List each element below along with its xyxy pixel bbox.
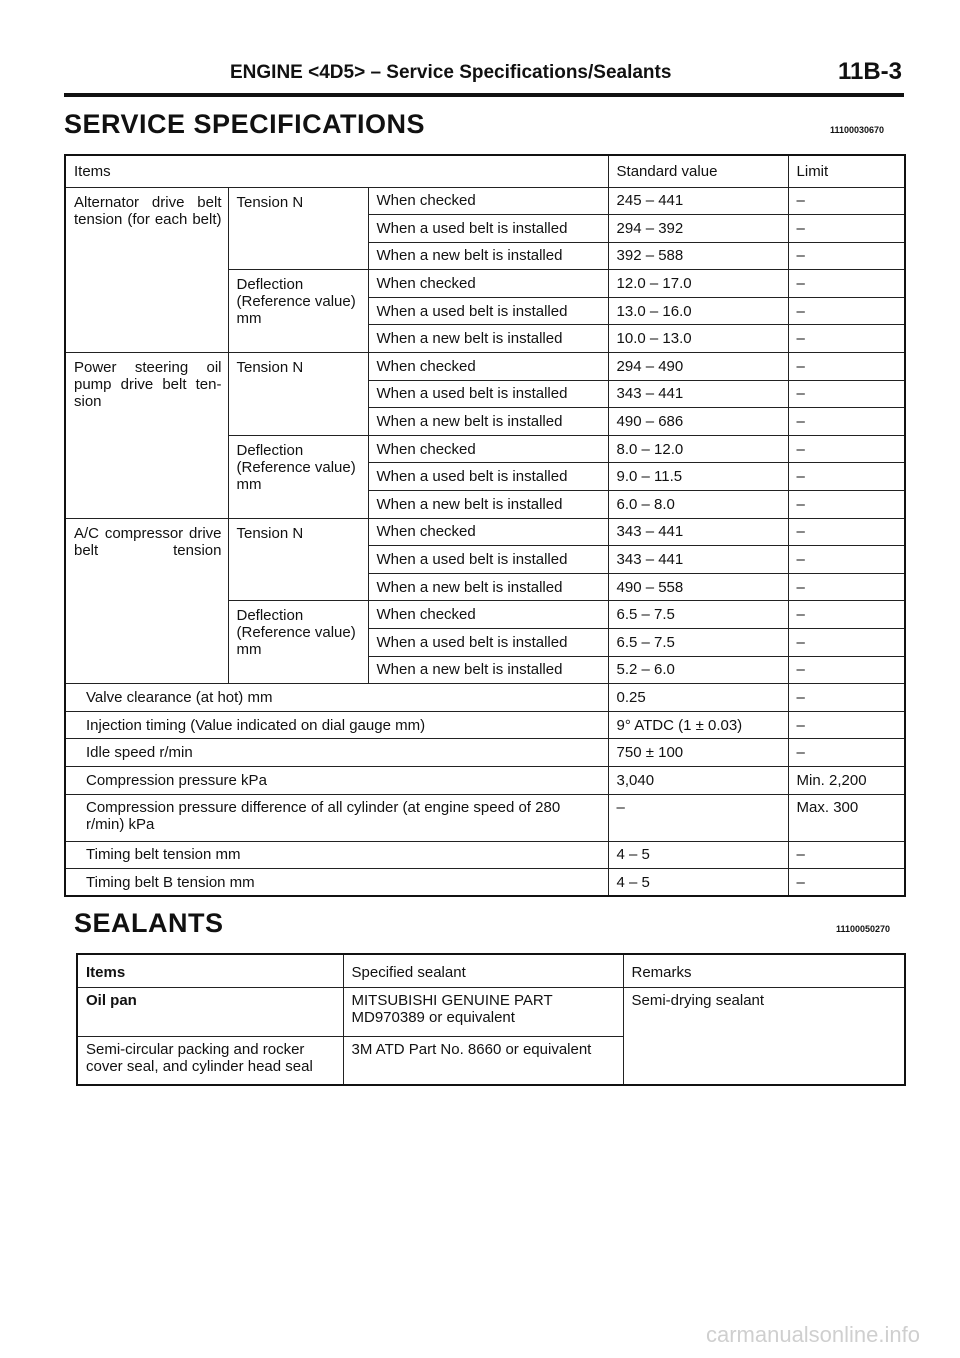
spec-item: Timing belt B tension mm — [65, 869, 608, 897]
spec-condition: When a used belt is installed — [368, 463, 608, 491]
sealants-col-items: Items — [77, 954, 343, 987]
spec-limit: – — [788, 711, 905, 739]
spec-row — [65, 794, 905, 841]
watermark: carmanualsonline.info — [705, 1322, 920, 1347]
spec-limit: – — [788, 463, 905, 491]
sealants-col-remarks: Remarks — [623, 954, 905, 987]
spec-standard-value: 490 – 558 — [608, 573, 788, 601]
spec-condition: When a new belt is installed — [368, 408, 608, 436]
spec-limit: – — [788, 629, 905, 657]
spec-item: Injection timing (Value indicated on dial gauge mm) — [65, 711, 608, 739]
spec-standard-value: 750 ± 100 — [608, 739, 788, 767]
spec-limit: Max. 300 — [788, 794, 905, 841]
spec-condition: When checked — [368, 518, 608, 546]
spec-subgroup-label: Tension N — [228, 187, 368, 270]
sealant-spec — [343, 987, 623, 1036]
spec-item: Compression pressure kPa — [65, 766, 608, 794]
spec-item-group: Alternator drive belt tension (for each belt) — [65, 187, 228, 353]
spec-standard-value: – — [608, 794, 788, 841]
spec-limit: – — [788, 297, 905, 325]
header-rule — [64, 93, 904, 97]
sealants-header-row — [77, 954, 905, 987]
spec-limit: – — [788, 408, 905, 436]
service-specifications-heading: SERVICE SPECIFICATIONS — [64, 109, 426, 139]
service-specifications-table — [64, 154, 906, 897]
spec-limit: – — [788, 546, 905, 574]
spec-standard-value: 0.25 — [608, 684, 788, 712]
spec-condition: When a new belt is installed — [368, 491, 608, 519]
page-header-title: ENGINE <4D5> – Service Specifications/Sealants — [230, 62, 672, 83]
spec-standard-value: 12.0 – 17.0 — [608, 270, 788, 298]
spec-limit: – — [788, 841, 905, 869]
sealants-code: 11100050270 — [836, 924, 891, 934]
sealants-table — [76, 953, 906, 1086]
spec-limit: – — [788, 380, 905, 408]
spec-standard-value: 5.2 – 6.0 — [608, 656, 788, 684]
sealant-row-oil-pan — [77, 987, 905, 1036]
spec-limit: – — [788, 325, 905, 353]
spec-condition: When checked — [368, 270, 608, 298]
spec-limit: – — [788, 187, 905, 215]
col-header-items: Items — [65, 155, 608, 187]
sealant-remarks: Semi-drying sealant — [623, 987, 905, 1085]
spec-condition: When a used belt is installed — [368, 546, 608, 574]
spec-condition: When checked — [368, 435, 608, 463]
spec-limit: – — [788, 270, 905, 298]
sealants-heading: SEALANTS — [74, 908, 224, 938]
spec-standard-value: 13.0 – 16.0 — [608, 297, 788, 325]
col-header-limit: Limit — [788, 155, 905, 187]
spec-limit: – — [788, 656, 905, 684]
spec-standard-value: 294 – 490 — [608, 353, 788, 381]
spec-row — [65, 684, 905, 712]
spec-standard-value: 4 – 5 — [608, 869, 788, 897]
spec-condition: When a used belt is installed — [368, 629, 608, 657]
spec-condition: When a new belt is installed — [368, 573, 608, 601]
spec-standard-value: 343 – 441 — [608, 518, 788, 546]
spec-row — [65, 518, 905, 546]
spec-standard-value: 6.0 – 8.0 — [608, 491, 788, 519]
service-specifications-code: 11100030670 — [830, 125, 885, 135]
spec-standard-value: 6.5 – 7.5 — [608, 601, 788, 629]
spec-standard-value: 10.0 – 13.0 — [608, 325, 788, 353]
spec-item: Idle speed r/min — [65, 739, 608, 767]
spec-limit: – — [788, 684, 905, 712]
spec-condition: When a new belt is installed — [368, 242, 608, 270]
spec-subgroup-label: Tension N — [228, 353, 368, 436]
spec-item: Compression pressure difference of all cylinder (at engine speed of 280 r/min) kPa — [65, 794, 608, 841]
spec-limit: – — [788, 242, 905, 270]
spec-standard-value: 343 – 441 — [608, 546, 788, 574]
sealant-spec-line1: MITSUBISHI GENUINE PART — [351, 991, 553, 1009]
spec-limit: Min. 2,200 — [788, 766, 905, 794]
spec-limit: – — [788, 215, 905, 243]
spec-standard-value: 343 – 441 — [608, 380, 788, 408]
spec-standard-value: 6.5 – 7.5 — [608, 629, 788, 657]
spec-condition: When checked — [368, 601, 608, 629]
spec-standard-value: 9° ATDC (1 ± 0.03) — [608, 711, 788, 739]
spec-header-row — [65, 155, 905, 187]
spec-limit: – — [788, 573, 905, 601]
spec-condition: When checked — [368, 187, 608, 215]
page-number: 11B-3 — [837, 58, 902, 85]
spec-standard-value: 8.0 – 12.0 — [608, 435, 788, 463]
spec-table-body — [65, 155, 905, 896]
spec-subgroup-label: Deflection (Reference value) mm — [228, 601, 368, 684]
spec-condition: When checked — [368, 353, 608, 381]
spec-row — [65, 739, 905, 767]
spec-limit: – — [788, 435, 905, 463]
spec-standard-value: 392 – 588 — [608, 242, 788, 270]
spec-row — [65, 869, 905, 897]
spec-item-group: A/C compressor drive belt tension — [65, 518, 228, 684]
sealant-item-line1: Semi-circular packing and rocker — [86, 1040, 305, 1058]
spec-item: Valve clearance (at hot) mm — [65, 684, 608, 712]
spec-standard-value: 245 – 441 — [608, 187, 788, 215]
spec-standard-value: 490 – 686 — [608, 408, 788, 436]
spec-condition: When a used belt is installed — [368, 380, 608, 408]
sealant-spec: 3M ATD Part No. 8660 or equivalent — [343, 1036, 623, 1085]
spec-limit: – — [788, 518, 905, 546]
spec-condition: When a new belt is installed — [368, 656, 608, 684]
spec-limit: – — [788, 491, 905, 519]
spec-row — [65, 353, 905, 381]
spec-condition: When a new belt is installed — [368, 325, 608, 353]
spec-row — [65, 711, 905, 739]
spec-limit: – — [788, 601, 905, 629]
spec-condition: When a used belt is installed — [368, 297, 608, 325]
sealant-item: Oil pan — [77, 987, 343, 1036]
col-header-standard: Standard value — [608, 155, 788, 187]
sealant-item — [77, 1036, 343, 1085]
spec-standard-value: 3,040 — [608, 766, 788, 794]
sealant-spec-line2: MD970389 or equivalent — [351, 1008, 515, 1026]
spec-standard-value: 4 – 5 — [608, 841, 788, 869]
spec-row — [65, 187, 905, 215]
spec-limit: – — [788, 353, 905, 381]
spec-standard-value: 9.0 – 11.5 — [608, 463, 788, 491]
spec-row — [65, 766, 905, 794]
spec-limit: – — [788, 869, 905, 897]
spec-item: Timing belt tension mm — [65, 841, 608, 869]
sealants-col-sealant: Specified sealant — [343, 954, 623, 987]
spec-limit: – — [788, 739, 905, 767]
spec-row — [65, 841, 905, 869]
sealant-item-line2: cover seal, and cylinder head seal — [86, 1057, 313, 1075]
spec-condition: When a used belt is installed — [368, 215, 608, 243]
spec-subgroup-label: Tension N — [228, 518, 368, 601]
spec-item-group: Power steering oil pump drive belt ten- sion — [65, 353, 228, 519]
spec-subgroup-label: Deflection (Reference value) mm — [228, 435, 368, 518]
spec-subgroup-label: Deflection (Reference value) mm — [228, 270, 368, 353]
spec-standard-value: 294 – 392 — [608, 215, 788, 243]
